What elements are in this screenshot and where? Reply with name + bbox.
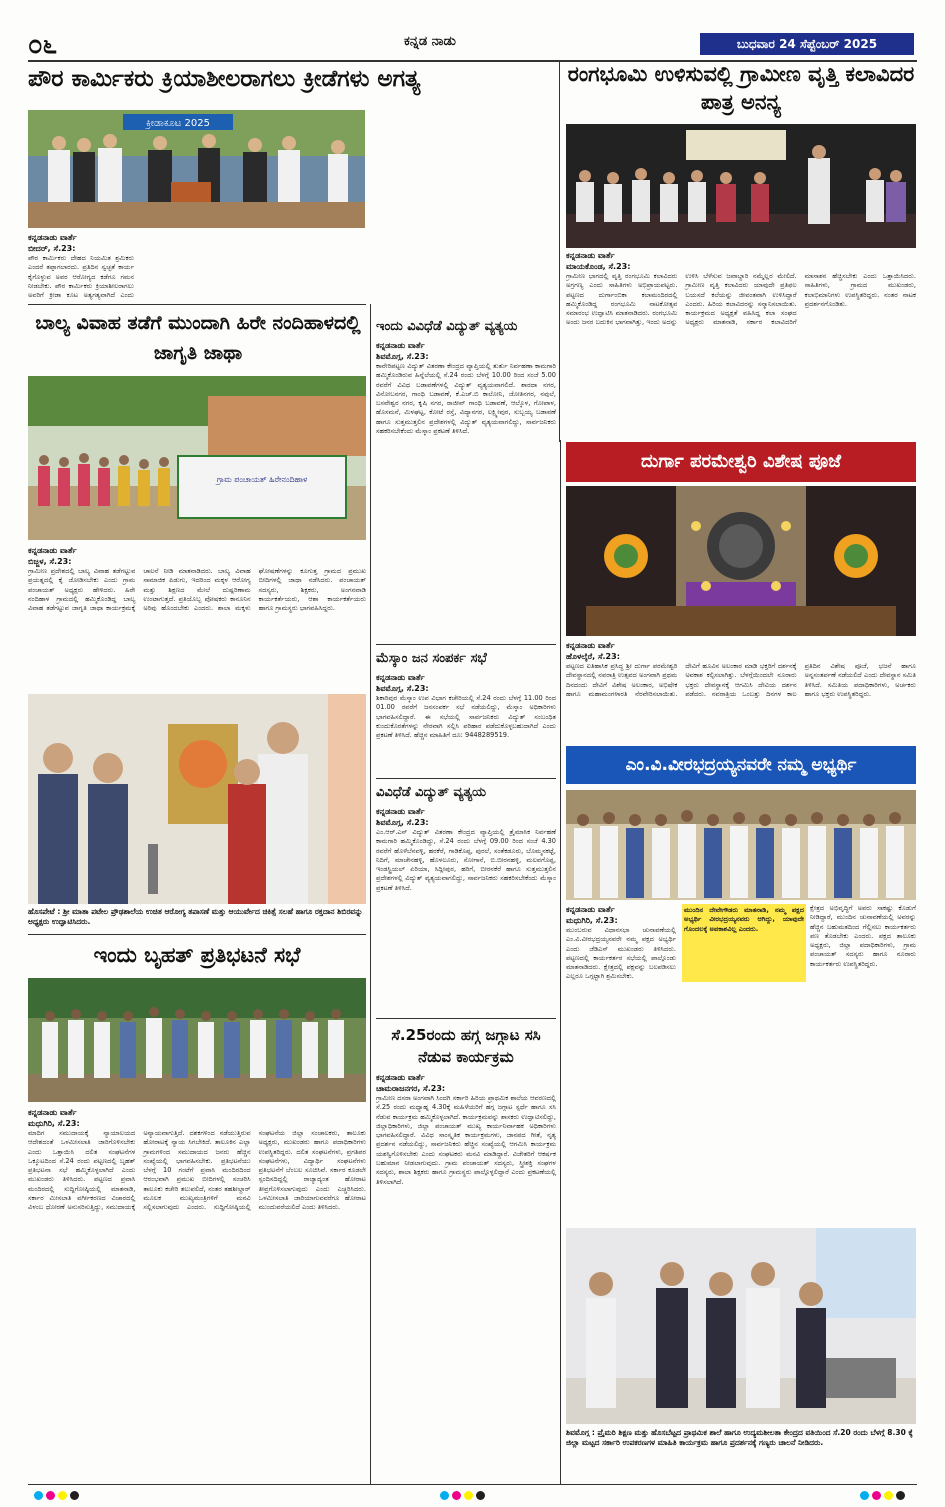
reg-dot-magenta <box>452 1491 461 1500</box>
reg-dot-magenta <box>872 1491 881 1500</box>
a9-photo <box>566 790 916 900</box>
reg-dot-magenta <box>46 1491 55 1500</box>
a8-dateline: ಹೊಳಲ್ಕೆರೆ, ಸೆ.23: <box>566 652 620 661</box>
reg-dot-yellow <box>464 1491 473 1500</box>
a6-body: ಶಿಕಾರಿಪುರ ಮೆಸ್ಕಾಂ ಉಪ ವಿಭಾಗ ಕಚೇರಿಯಲ್ಲಿ ಸೆ.24 ರಂದು ಬೆಳಗ್ಗೆ 11.00 ರಿಂದ 01.00 ರವರೆಗೆ ಜನಸಂಪರ್ಕ ಸಭೆ ನಡೆಯಲಿದ್ದು, ಮೆಸ್ಕಾಂ ಅಧಿಕಾರಿಗಳು ಭಾಗವಹಿಸಲಿದ್ದಾರೆ. ಈ ಸಭೆಯಲ್ಲಿ ಸಾರ್ವಜನಿಕರು ವಿದ್ಯುತ್ ಸಂಬಂಧಿತ ಕುಂದುಕೊರತೆಗಳನ್ನು ನೇರವಾಗಿ ಸಲ್ಲಿಸಿ ಪರಿಹಾರ ಪಡೆದುಕೊಳ್ಳಬಹುದಾಗಿದೆ ಎಂದು ಪ್ರಕಟಣೆ ತಿಳಿಸಿದೆ. ಹೆಚ್ಚಿನ ಮಾಹಿತಿಗೆ ದೂ: 9448289519. <box>376 694 556 740</box>
a7-byline: ಕನ್ನಡನಾಡು ವಾರ್ತೆ <box>376 807 425 816</box>
a10-title: ಇಂದು ಬೃಹತ್ ಪ್ರತಿಭಟನೆ ಸಭೆ <box>93 943 301 967</box>
a7-title: ವಿವಿಧೆಡೆ ವಿದ್ಯುತ್ ವ್ಯತ್ಯಯ <box>376 785 487 800</box>
page-number: ೦೬ <box>28 30 58 60</box>
a9-highlight: ಮುಂದಿನ ದೇವೇಗೌಡರು ಮಾತನಾಡಿ, ನಮ್ಮ ಪಕ್ಷದ ಅಭ್ಯರ್ಥಿ ವೀರಭದ್ರಯ್ಯನವರು ಆಗಿದ್ದು, ಯಾವುದೇ ಗೊಂದಲಕ್ಕೆ ಅವಕಾಶವಿಲ್ಲ ಎಂದರು. <box>682 904 806 982</box>
reg-dot-yellow <box>884 1491 893 1500</box>
a1-byline: ಕನ್ನಡನಾಡು ವಾರ್ತೆ <box>28 233 77 242</box>
a5-title: ಇಂದು ವಿವಿಧೆಡೆ ವಿದ್ಯುತ್ ವ್ಯತ್ಯಯ <box>376 319 518 334</box>
a2-photo <box>566 124 916 248</box>
a8-title: ದುರ್ಗಾ ಪರಮೇಶ್ವರಿ ವಿಶೇಷ ಪೂಜೆ <box>566 442 916 482</box>
reg-dot-black <box>476 1491 485 1500</box>
a10-dateline: ಮಧುಗಿರಿ, ಸೆ.23: <box>28 1119 80 1128</box>
footer-dots-center <box>440 1491 488 1500</box>
a3-title: ಬಾಲ್ಯ ವಿವಾಹ ತಡೆಗೆ ಮುಂದಾಗಿ ಹಿರೇ ನಂದಿಹಾಳದಲ್ಲಿ ಜಾಗೃತಿ ಜಾಥಾ <box>35 312 361 364</box>
a5-dateline: ಶಿವಮೊಗ್ಗ, ಸೆ.23: <box>376 352 429 361</box>
a6-title: ಮೆಸ್ಕಾಂ ಜನ ಸಂಪರ್ಕ ಸಭೆ <box>376 651 487 666</box>
a1-photo-banner: ಕ್ರೀಡಾಕೂಟ 2025 <box>146 118 210 129</box>
a4-caption: ಹೊಸಪೇಟೆ : ಶ್ರೀ ಮಾತಾ ಪಟೇಲ ಪ್ರೌಢಶಾಲೆಯ ಉಚಿತ ಆರೋಗ್ಯ ತಪಾಸಣೆ ಮತ್ತು ಆಯುರ್ವೇದ ಚಿಕಿತ್ಸೆ ಸಲಹೆ ಹಾಗೂ ರಕ್ತದಾನ ಶಿಬಿರವನ್ನು ಅಧ್ಯಕ್ಷರು ಉದ್ಘಾಟಿಸಿದರು. <box>28 907 363 926</box>
reg-dot-cyan <box>440 1491 449 1500</box>
a8-photo <box>566 486 916 636</box>
a8-byline: ಕನ್ನಡನಾಡು ವಾರ್ತೆ <box>566 641 615 650</box>
reg-dot-yellow <box>58 1491 67 1500</box>
a6-byline: ಕನ್ನಡನಾಡು ವಾರ್ತೆ <box>376 673 425 682</box>
a1-body-right <box>372 110 553 300</box>
a11-body: ಗ್ರಾಮೀಣ ದಸರಾ ಅಂಗವಾಗಿ ಸಿಂದಗಿ ಸರ್ಕಾರಿ ಹಿರಿಯ ಪ್ರಾಥಮಿಕ ಶಾಲೆಯ ಆವರಣದಲ್ಲಿ ಸೆ.25 ರಂದು ಮಧ್ಯಾಹ್ನ 4.30ಕ್ಕೆ ಮಹಿಳೆಯರಿಗೆ ಹಗ್ಗ ಜಗ್ಗಾಟ ಸ್ಪರ್ಧೆ ಹಾಗೂ ಸಸಿ ನೆಡುವ ಕಾರ್ಯಕ್ರಮ ಹಮ್ಮಿಕೊಳ್ಳಲಾಗಿದೆ. ಕಾರ್ಯಕ್ರಮವನ್ನು ಶಾಸಕರು ಉದ್ಘಾಟಿಸಲಿದ್ದು, ಜಿಲ್ಲಾಧಿಕಾರಿಗಳು, ಜಿಲ್ಲಾ ಪಂಚಾಯತ್ ಮುಖ್ಯ ಕಾರ್ಯನಿರ್ವಾಹಕ ಅಧಿಕಾರಿಗಳು ಭಾಗವಹಿಸಲಿದ್ದಾರೆ. ವಿವಿಧ ಸಾಂಸ್ಕೃತಿಕ ಕಾರ್ಯಕ್ರಮಗಳು, ಜಾನಪದ ಗೀತೆ, ನೃತ್ಯ ಪ್ರದರ್ಶನ ನಡೆಯಲಿದ್ದು, ಸಾರ್ವಜನಿಕರು ಹೆಚ್ಚಿನ ಸಂಖ್ಯೆಯಲ್ಲಿ ಆಗಮಿಸಿ ಕಾರ್ಯಕ್ರಮ ಯಶಸ್ವಿಗೊಳಿಸಬೇಕು ಎಂದು ಸಂಘಟಕರು ಮನವಿ ಮಾಡಿದ್ದಾರೆ. ವಿಜೇತರಿಗೆ ಆಕರ್ಷಕ ಬಹುಮಾನ ನೀಡಲಾಗುವುದು. ಗ್ರಾಮ ಪಂಚಾಯತ್ ಸದಸ್ಯರು, ಸ್ತ್ರೀಶಕ್ತಿ ಸಂಘಗಳ ಸದಸ್ಯರು, ಶಾಲಾ ಶಿಕ್ಷಕರು ಹಾಗೂ ಗ್ರಾಮಸ್ಥರು ಪಾಲ್ಗೊಳ್ಳಲಿದ್ದಾರೆ ಎಂದು ಪ್ರಕಟಣೆಯಲ್ಲಿ ತಿಳಿಸಲಾಗಿದೆ. <box>376 1094 556 1186</box>
reg-dot-cyan <box>34 1491 43 1500</box>
a10-body: ಮಾದಿಗ ಸಮುದಾಯಕ್ಕೆ ನ್ಯಾಯಾಲಯದ ಆದೇಶದಂತೆ ಒಳಮೀಸಲಾತಿ ಜಾರಿಗೊಳಿಸಬೇಕು ಎಂದು ಒತ್ತಾಯಿಸಿ ದಲಿತ ಸಂಘಟನೆಗಳ ಒಕ್ಕೂಟದಿಂದ ಸೆ.24 ರಂದು ಪಟ್ಟಣದಲ್ಲಿ ಬೃಹತ್ ಪ್ರತಿಭಟನಾ ಸಭೆ ಹಮ್ಮಿಕೊಳ್ಳಲಾಗಿದೆ ಎಂದು ಮುಖಂಡರು ತಿಳಿಸಿದರು. ಪಟ್ಟಣದ ಪ್ರವಾಸಿ ಮಂದಿರದಲ್ಲಿ ಸುದ್ದಿಗೋಷ್ಠಿಯಲ್ಲಿ ಮಾತನಾಡಿ, ಸರ್ಕಾರ ಮೀಸಲಾತಿ ವರ್ಗೀಕರಣದ ವಿಚಾರದಲ್ಲಿ ವಿಳಂಬ ಧೋರಣೆ ಅನುಸರಿಸುತ್ತಿದ್ದು, ಸಮುದಾಯಕ್ಕೆ ಅನ್ಯಾಯವಾಗುತ್ತಿದೆ. ದಶಕಗಳಿಂದ ನಡೆಯುತ್ತಿರುವ ಹೋರಾಟಕ್ಕೆ ನ್ಯಾಯ ಸಿಗಬೇಕಿದೆ. ತಾಲೂಕಿನ ಎಲ್ಲಾ ಗ್ರಾಮಗಳಿಂದ ಸಮುದಾಯದ ಜನರು ಹೆಚ್ಚಿನ ಸಂಖ್ಯೆಯಲ್ಲಿ ಭಾಗವಹಿಸಬೇಕು. ಪ್ರತಿಭಟನೆಯು ಬೆಳಗ್ಗೆ 10 ಗಂಟೆಗೆ ಪ್ರವಾಸಿ ಮಂದಿರದಿಂದ ಆರಂಭವಾಗಿ ಪ್ರಮುಖ ಬೀದಿಗಳಲ್ಲಿ ಸಂಚರಿಸಿ ತಾಲೂಕು ಕಚೇರಿ ತಲುಪಲಿದೆ, ನಂತರ ತಹಶೀಲ್ದಾರ್ ಮೂಲಕ ಮುಖ್ಯಮಂತ್ರಿಗಳಿಗೆ ಮನವಿ ಸಲ್ಲಿಸಲಾಗುವುದು ಎಂದರು. ಸುದ್ದಿಗೋಷ್ಠಿಯಲ್ಲಿ ಸಂಘಟನೆಯ ಜಿಲ್ಲಾ ಸಂಚಾಲಕರು, ತಾಲೂಕು ಅಧ್ಯಕ್ಷರು, ಮುಖಂಡರು ಹಾಗೂ ಪದಾಧಿಕಾರಿಗಳು ಉಪಸ್ಥಿತರಿದ್ದರು. ದಲಿತ ಸಂಘಟನೆಗಳು, ಪ್ರಗತಿಪರ ಸಂಘಟನೆಗಳು, ವಿದ್ಯಾರ್ಥಿ ಸಂಘಟನೆಗಳು ಪ್ರತಿಭಟನೆಗೆ ಬೆಂಬಲ ಸೂಚಿಸಿವೆ. ಸರ್ಕಾರ ಕೂಡಲೇ ಸ್ಪಂದಿಸದಿದ್ದಲ್ಲಿ ರಾಜ್ಯಾದ್ಯಂತ ಹೋರಾಟ ತೀವ್ರಗೊಳಿಸಲಾಗುವುದು ಎಂದು ಎಚ್ಚರಿಸಿದರು. ಒಳಮೀಸಲಾತಿ ಜಾರಿಯಾಗುವವರೆಗೂ ಹೋರಾಟ ಮುಂದುವರೆಯಲಿದೆ ಎಂದು ತಿಳಿಸಿದರು. <box>28 1129 366 1212</box>
a3-dateline: ಬಿಜ್ಜಳ, ಸೆ.23: <box>28 557 72 566</box>
a3-banner-text: ಗ್ರಾಮ ಪಂಚಾಯತ್ ಹಿರೇನಂದಿಹಾಳ <box>216 475 308 484</box>
a5-body: ಕಾವೇರಿಪಟ್ಟಣ ವಿದ್ಯುತ್ ವಿತರಣಾ ಕೇಂದ್ರದ ವ್ಯಾಪ್ತಿಯಲ್ಲಿ ತುರ್ತು ನಿರ್ವಹಣಾ ಕಾಮಗಾರಿ ಹಮ್ಮಿಕೊಂಡಿರುವ ಹಿನ್ನೆಲೆಯಲ್ಲಿ ಸೆ.24 ರಂದು ಬೆಳಗ್ಗೆ 10.00 ರಿಂದ ಸಂಜೆ 5.00 ರವರೆಗೆ ವಿವಿಧ ಬಡಾವಣೆಗಳಲ್ಲಿ ವಿದ್ಯುತ್ ವ್ಯತ್ಯಯವಾಗಲಿದೆ. ಶಾರದಾ ನಗರ, ವಿನೋಬನಗರ, ಗಾಂಧಿ ಬಡಾವಣೆ, ಕೆ.ಎಚ್.ಬಿ ಕಾಲೋನಿ, ಜೋತಿನಗರ, ನವುಲೆ, ಬಸವೇಶ್ವರ ನಗರ, ಕೃಷಿ ನಗರ, ರಾಜೀವ್ ಗಾಂಧಿ ಬಡಾವಣೆ, ಆಲ್ಕೊಳ, ಗೋಪಾಳ, ಹೊಸಮನೆ, ಮಿಳಘಟ್ಟ, ಕೋಟೆ ರಸ್ತೆ, ವಿದ್ಯಾನಗರ, ಲಕ್ಷ್ಮೀಪುರ, ಸುಬ್ಬಯ್ಯ ಬಡಾವಣೆ ಹಾಗೂ ಸುತ್ತಮುತ್ತಲಿನ ಪ್ರದೇಶಗಳಲ್ಲಿ ವಿದ್ಯುತ್ ವ್ಯತ್ಯಯವಾಗಲಿದ್ದು, ಸಾರ್ವಜನಿಕರು ಸಹಕರಿಸಬೇಕೆಂದು ಮೆಸ್ಕಾಂ ಪ್ರಕಟಣೆ ತಿಳಿಸಿದೆ. <box>376 362 556 436</box>
a2-title: ರಂಗಭೂಮಿ ಉಳಿಸುವಲ್ಲಿ ಗ್ರಾಮೀಣ ವೃತ್ತಿ ಕಲಾವಿದರ ಪಾತ್ರ ಅನನ್ಯ <box>567 62 915 114</box>
a12-caption: ಶಿವಮೊಗ್ಗ : ಪ್ರೈಮರಿ ಶಿಕ್ಷಣ ಮತ್ತು ಹೊಸಬೆಟ್ಟದ ಪ್ರಾಥಮಿಕ ಶಾಲೆ ಹಾಗೂ ಉದ್ಯಮಶೀಲತಾ ಕೇಂದ್ರದ ವತಿಯಿಂದ ಸೆ.20 ರಂದು ಬೆಳಗ್ಗೆ 8.30 ಕ್ಕೆ ಜಿಲ್ಲಾ ಮಟ್ಟದ ಸರ್ಕಾರಿ ಉಪಕರಣಗಳ ಮಾಹಿತಿ ಕಾರ್ಯಕ್ರಮ ಹಾಗೂ ಪ್ರದರ್ಶನಕ್ಕೆ ಗಣ್ಯರು ಚಾಲನೆ ನೀಡಿದರು. <box>566 1428 913 1447</box>
a9-body-2: ಕ್ಷೇತ್ರದ ಅಭಿವೃದ್ಧಿಗೆ ಅವರು ಸಾಕಷ್ಟು ಕೊಡುಗೆ ನೀಡಿದ್ದಾರೆ, ಮುಂದಿನ ಚುನಾವಣೆಯಲ್ಲಿ ಅವರನ್ನು ಹೆಚ್ಚಿನ ಬಹುಮತದಿಂದ ಗೆಲ್ಲಿಸಲು ಕಾರ್ಯಕರ್ತರು ಪಣ ತೊಡಬೇಕು ಎಂದರು. ಪಕ್ಷದ ತಾಲೂಕು ಅಧ್ಯಕ್ಷರು, ಜಿಲ್ಲಾ ಪದಾಧಿಕಾರಿಗಳು, ಗ್ರಾಮ ಪಂಚಾಯತ್ ಸದಸ್ಯರು ಹಾಗೂ ನೂರಾರು ಕಾರ್ಯಕರ್ತರು ಉಪಸ್ಥಿತರಿದ್ದರು. <box>810 904 916 968</box>
footer-dots-left <box>34 1491 82 1500</box>
reg-dot-cyan <box>860 1491 869 1500</box>
a9-title: ಎಂ.ವಿ.ವೀರಭದ್ರಯ್ಯನವರೇ ನಮ್ಮ ಅಭ್ಯರ್ಥಿ <box>566 746 916 784</box>
a1-body-col1: ಪೌರ ಕಾರ್ಮಿಕರು ದೇಹದ ನಿಯಮಿತ ಶ್ರಮಿಕರು ಎಂದರೆ ತಪ್ಪಾಗಲಾರದು. ಪ್ರತಿದಿನ ಸ್ವಚ್ಛತೆ ಕಾರ್ಯ ಕೈಗೊಳ್ಳುವ ಅವರ ಆರೋಗ್ಯದ ಕಡೆಗೂ ಗಮನ ನೀಡಬೇಕು. ಪೌರ ಕಾರ್ಮಿಕರು ಕ್ರಿಯಾಶೀಲರಾಗಲು ಅವರಿಗೆ ಕ್ರೀಡಾ ಕೂಟ ಅತ್ಯಗತ್ಯವಾಗಿದೆ ಎಂದು <box>28 254 134 300</box>
reg-dot-black <box>896 1491 905 1500</box>
a1-dateline: ಬೀದರ್, ಸೆ.23: <box>28 244 76 253</box>
a9-body-1: ಮುಂಬರುವ ವಿಧಾನಸಭಾ ಚುನಾವಣೆಯಲ್ಲಿ ಎಂ.ವಿ.ವೀರಭದ್ರಯ್ಯನವರೇ ನಮ್ಮ ಪಕ್ಷದ ಅಭ್ಯರ್ಥಿ ಎಂದು ಜೆಡಿಎಸ್ ಮುಖಂಡರು ತಿಳಿಸಿದರು. ಪಟ್ಟಣದಲ್ಲಿ ಕಾರ್ಯಕರ್ತರ ಸಭೆಯಲ್ಲಿ ಪಾಲ್ಗೊಂಡು ಮಾತನಾಡಿದರು. ಕ್ಷೇತ್ರದಲ್ಲಿ ಪಕ್ಷವನ್ನು ಬಲಪಡಿಸಲು ಎಲ್ಲರೂ ಒಗ್ಗಟ್ಟಾಗಿ ಶ್ರಮಿಸಬೇಕು. <box>566 926 676 981</box>
a5-byline: ಕನ್ನಡನಾಡು ವಾರ್ತೆ <box>376 341 425 350</box>
a10-photo <box>28 978 366 1102</box>
footer-dots-right <box>860 1491 908 1500</box>
a9-dateline: ಮಧುಗಿರಿ, ಸೆ.23: <box>566 916 618 925</box>
a1-body-col3 <box>254 232 364 300</box>
a12-photo <box>566 1228 916 1424</box>
reg-dot-black <box>70 1491 79 1500</box>
a1-title: ಪೌರ ಕಾರ್ಮಿಕರು ಕ್ರಿಯಾಶೀಲರಾಗಲು ಕ್ರೀಡೆಗಳು ಅಗತ್ಯ <box>28 66 421 92</box>
a8-body: ಪಟ್ಟಣದ ಐತಿಹಾಸಿಕ ಪ್ರಸಿದ್ಧ ಶ್ರೀ ದುರ್ಗಾ ಪರಮೇಶ್ವರಿ ದೇವಸ್ಥಾನದಲ್ಲಿ ನವರಾತ್ರಿ ಉತ್ಸವದ ಅಂಗವಾಗಿ ಪ್ರಥಮ ದಿನದಂದು ದೇವಿಗೆ ವಿಶೇಷ ಅಲಂಕಾರ, ಅಭಿಷೇಕ ಹಾಗೂ ಮಹಾಮಂಗಳಾರತಿ ನೆರವೇರಿಸಲಾಯಿತು. ದೇವಿಗೆ ಹೂವಿನ ಅಲಂಕಾರ ಮಾಡಿ ಭಕ್ತರಿಗೆ ದರ್ಶನಕ್ಕೆ ಅವಕಾಶ ಕಲ್ಪಿಸಲಾಗಿತ್ತು. ಬೆಳಗ್ಗೆಯಿಂದಲೇ ನೂರಾರು ಭಕ್ತರು ದೇವಸ್ಥಾನಕ್ಕೆ ಆಗಮಿಸಿ ದೇವಿಯ ದರ್ಶನ ಪಡೆದರು. ನವರಾತ್ರಿಯ ಒಂಬತ್ತು ದಿನಗಳ ಕಾಲ ಪ್ರತಿದಿನ ವಿಶೇಷ ಪೂಜೆ, ಭಜನೆ ಹಾಗೂ ಅನ್ನಸಂತರ್ಪಣೆ ನಡೆಯಲಿದೆ ಎಂದು ದೇವಸ್ಥಾನ ಸಮಿತಿ ತಿಳಿಸಿದೆ. ಸಮಿತಿಯ ಪದಾಧಿಕಾರಿಗಳು, ಅರ್ಚಕರು ಹಾಗೂ ಭಕ್ತರು ಉಪಸ್ಥಿತರಿದ್ದರು. <box>566 662 916 698</box>
a9-body-3 <box>566 1034 802 1224</box>
a7-dateline: ಶಿವಮೊಗ್ಗ, ಸೆ.23: <box>376 818 429 827</box>
a11-title: ಸೆ.25ರಂದು ಹಗ್ಗ ಜಗ್ಗಾಟ ಸಸಿ ನೆಡುವ ಕಾರ್ಯಕ್ರಮ <box>391 1026 541 1066</box>
a11-dateline: ಚಾಮರಾಜನಗರ, ಸೆ.23: <box>376 1084 446 1093</box>
a10-byline: ಕನ್ನಡನಾಡು ವಾರ್ತೆ <box>28 1108 77 1117</box>
a3-byline: ಕನ್ನಡನಾಡು ವಾರ್ತೆ <box>28 546 77 555</box>
a1-body-col2 <box>142 232 247 300</box>
a9-byline: ಕನ್ನಡನಾಡು ವಾರ್ತೆ <box>566 905 615 914</box>
a4-photo <box>28 694 366 904</box>
a11-byline: ಕನ್ನಡನಾಡು ವಾರ್ತೆ <box>376 1073 425 1082</box>
date-banner: ಬುಧವಾರ 24 ಸೆಪ್ಟೆಂಬರ್ 2025 <box>700 33 914 55</box>
a2-body: ಗ್ರಾಮೀಣ ಭಾಗದಲ್ಲಿ ವೃತ್ತಿ ರಂಗಭೂಮಿ ಕಲಾವಿದರು ಅಗ್ರಗಣ್ಯ ಎಂದು ಸಾಹಿತಿಗಳು ಅಭಿಪ್ರಾಯಪಟ್ಟರು. ಪಟ್ಟಣದ ದುರ್ಗಾಂಬಿಕಾ ಕಲಾಮಂದಿರದಲ್ಲಿ ಹಮ್ಮಿಕೊಂಡಿದ್ದ ರಂಗಭೂಮಿ ನಾಟಕೋತ್ಸವ ಸಮಾರಂಭ ಉದ್ಘಾಟಿಸಿ ಮಾತನಾಡಿದರು. ರಂಗಭೂಮಿ ಅಂದು ಜನರ ಬದುಕಿನ ಭಾಗವಾಗಿತ್ತು, ಇಂದು ಅದನ್ನು ಉಳಿಸಿ ಬೆಳೆಸುವ ಜವಾಬ್ದಾರಿ ನಮ್ಮೆಲ್ಲರ ಮೇಲಿದೆ. ಗ್ರಾಮೀಣ ವೃತ್ತಿ ಕಲಾವಿದರು ಯಾವುದೇ ಪ್ರತಿಫಲ ಬಯಸದೆ ಕಲೆಯನ್ನು ಜೀವಂತವಾಗಿ ಉಳಿಸಿದ್ದಾರೆ ಎಂದರು. ಹಿರಿಯ ಕಲಾವಿದರನ್ನು ಸನ್ಮಾನಿಸಲಾಯಿತು. ಕಾರ್ಯಕ್ರಮದ ಅಧ್ಯಕ್ಷತೆ ವಹಿಸಿದ್ದ ಕಲಾ ಸಂಘದ ಅಧ್ಯಕ್ಷರು ಮಾತನಾಡಿ, ಸರ್ಕಾರ ಕಲಾವಿದರಿಗೆ ಮಾಸಾಶನ ಹೆಚ್ಚಿಸಬೇಕು ಎಂದು ಒತ್ತಾಯಿಸಿದರು. ಸಾಹಿತಿಗಳು, ಗ್ರಾಮದ ಮುಖಂಡರು, ಕಲಾಭಿಮಾನಿಗಳು ಉಪಸ್ಥಿತರಿದ್ದರು. ನಂತರ ನಾಟಕ ಪ್ರದರ್ಶನಗೊಂಡಿತು. <box>566 272 916 327</box>
a6-dateline: ಶಿವಮೊಗ್ಗ, ಸೆ.23: <box>376 684 429 693</box>
a2-byline: ಕನ್ನಡನಾಡು ವಾರ್ತೆ <box>566 251 615 260</box>
a2-dateline: ಮಾಯಕೊಂಡ, ಸೆ.23: <box>566 262 631 271</box>
a3-body: ಗ್ರಾಮೀಣ ಪ್ರದೇಶದಲ್ಲಿ ಬಾಲ್ಯ ವಿವಾಹ ತಡೆಗಟ್ಟುವ ಪ್ರಯತ್ನದಲ್ಲಿ ಕೈ ಜೋಡಿಸಬೇಕು ಎಂದು ಗ್ರಾಮ ಪಂಚಾಯತ್ ಅಧ್ಯಕ್ಷರು ಹೇಳಿದರು. ಹಿರೇ ನಂದಿಹಾಳ ಗ್ರಾಮದಲ್ಲಿ ಹಮ್ಮಿಕೊಂಡಿದ್ದ ಬಾಲ್ಯ ವಿವಾಹ ತಡೆಗಟ್ಟುವ ಜಾಗೃತಿ ಜಾಥಾ ಕಾರ್ಯಕ್ರಮಕ್ಕೆ ಚಾಲನೆ ನೀಡಿ ಮಾತನಾಡಿದರು. ಬಾಲ್ಯ ವಿವಾಹ ಸಾಮಾಜಿಕ ಪಿಡುಗು, ಇದರಿಂದ ಮಕ್ಕಳ ಆರೋಗ್ಯ ಮತ್ತು ಶಿಕ್ಷಣದ ಮೇಲೆ ದುಷ್ಪರಿಣಾಮ ಉಂಟಾಗುತ್ತದೆ. ಪ್ರತಿಯೊಬ್ಬ ಪೋಷಕರು ಕಾನೂನಿನ ಅರಿವು ಹೊಂದಬೇಕು ಎಂದರು. ಶಾಲಾ ಮಕ್ಕಳು ಘೋಷಣೆಗಳನ್ನು ಕೂಗುತ್ತ ಗ್ರಾಮದ ಪ್ರಮುಖ ಬೀದಿಗಳಲ್ಲಿ ಜಾಥಾ ನಡೆಸಿದರು. ಪಂಚಾಯತ್ ಸದಸ್ಯರು, ಶಿಕ್ಷಕರು, ಅಂಗನವಾಡಿ ಕಾರ್ಯಕರ್ತೆಯರು, ಆಶಾ ಕಾರ್ಯಕರ್ತೆಯರು ಹಾಗೂ ಗ್ರಾಮಸ್ಥರು ಭಾಗವಹಿಸಿದ್ದರು. <box>28 567 366 613</box>
a3-photo <box>28 376 366 540</box>
a7-body: ಎಂ.ಆರ್.ಎಸ್ ವಿದ್ಯುತ್ ವಿತರಣಾ ಕೇಂದ್ರದ ವ್ಯಾಪ್ತಿಯಲ್ಲಿ ತ್ರೈಮಾಸಿಕ ನಿರ್ವಹಣೆ ಕಾಮಗಾರಿ ಹಮ್ಮಿಕೊಂಡಿದ್ದು, ಸೆ.24 ರಂದು ಬೆಳಗ್ಗೆ 09.00 ರಿಂದ ಸಂಜೆ 4.30 ರವರೆಗೆ ಹೊಳೆಬೆನವಳ್ಳಿ, ಹರಕೆರೆ, ಗಾಡಿಕೊಪ್ಪ, ಪುರಲೆ, ಸಂತೆಕಡೂರು, ಬೊಮ್ಮನಕಟ್ಟೆ, ನಿದಿಗೆ, ಮಾಚೇನಹಳ್ಳಿ, ಹೊಳಲೂರು, ಸೋಗಾನೆ, ಬಿ.ಬೀರನಹಳ್ಳಿ, ಮಲವಗೊಪ್ಪ, ಇಂಡಸ್ಟ್ರಿಯಲ್ ಏರಿಯಾ, ಸಿದ್ಲೀಪುರ, ಹರಿಗೆ, ಬೀರನಕೆರೆ ಹಾಗೂ ಸುತ್ತಮುತ್ತಲಿನ ಪ್ರದೇಶಗಳಲ್ಲಿ ವಿದ್ಯುತ್ ವ್ಯತ್ಯಯವಾಗಲಿದ್ದು, ಸಾರ್ವಜನಿಕರು ಸಹಕರಿಸಬೇಕೆಂದು ಮೆಸ್ಕಾಂ ಪ್ರಕಟಣೆ ತಿಳಿಸಿದೆ. <box>376 828 556 892</box>
a1-photo <box>28 110 365 228</box>
masthead: ಕನ್ನಡ ನಾಡು <box>404 34 456 49</box>
